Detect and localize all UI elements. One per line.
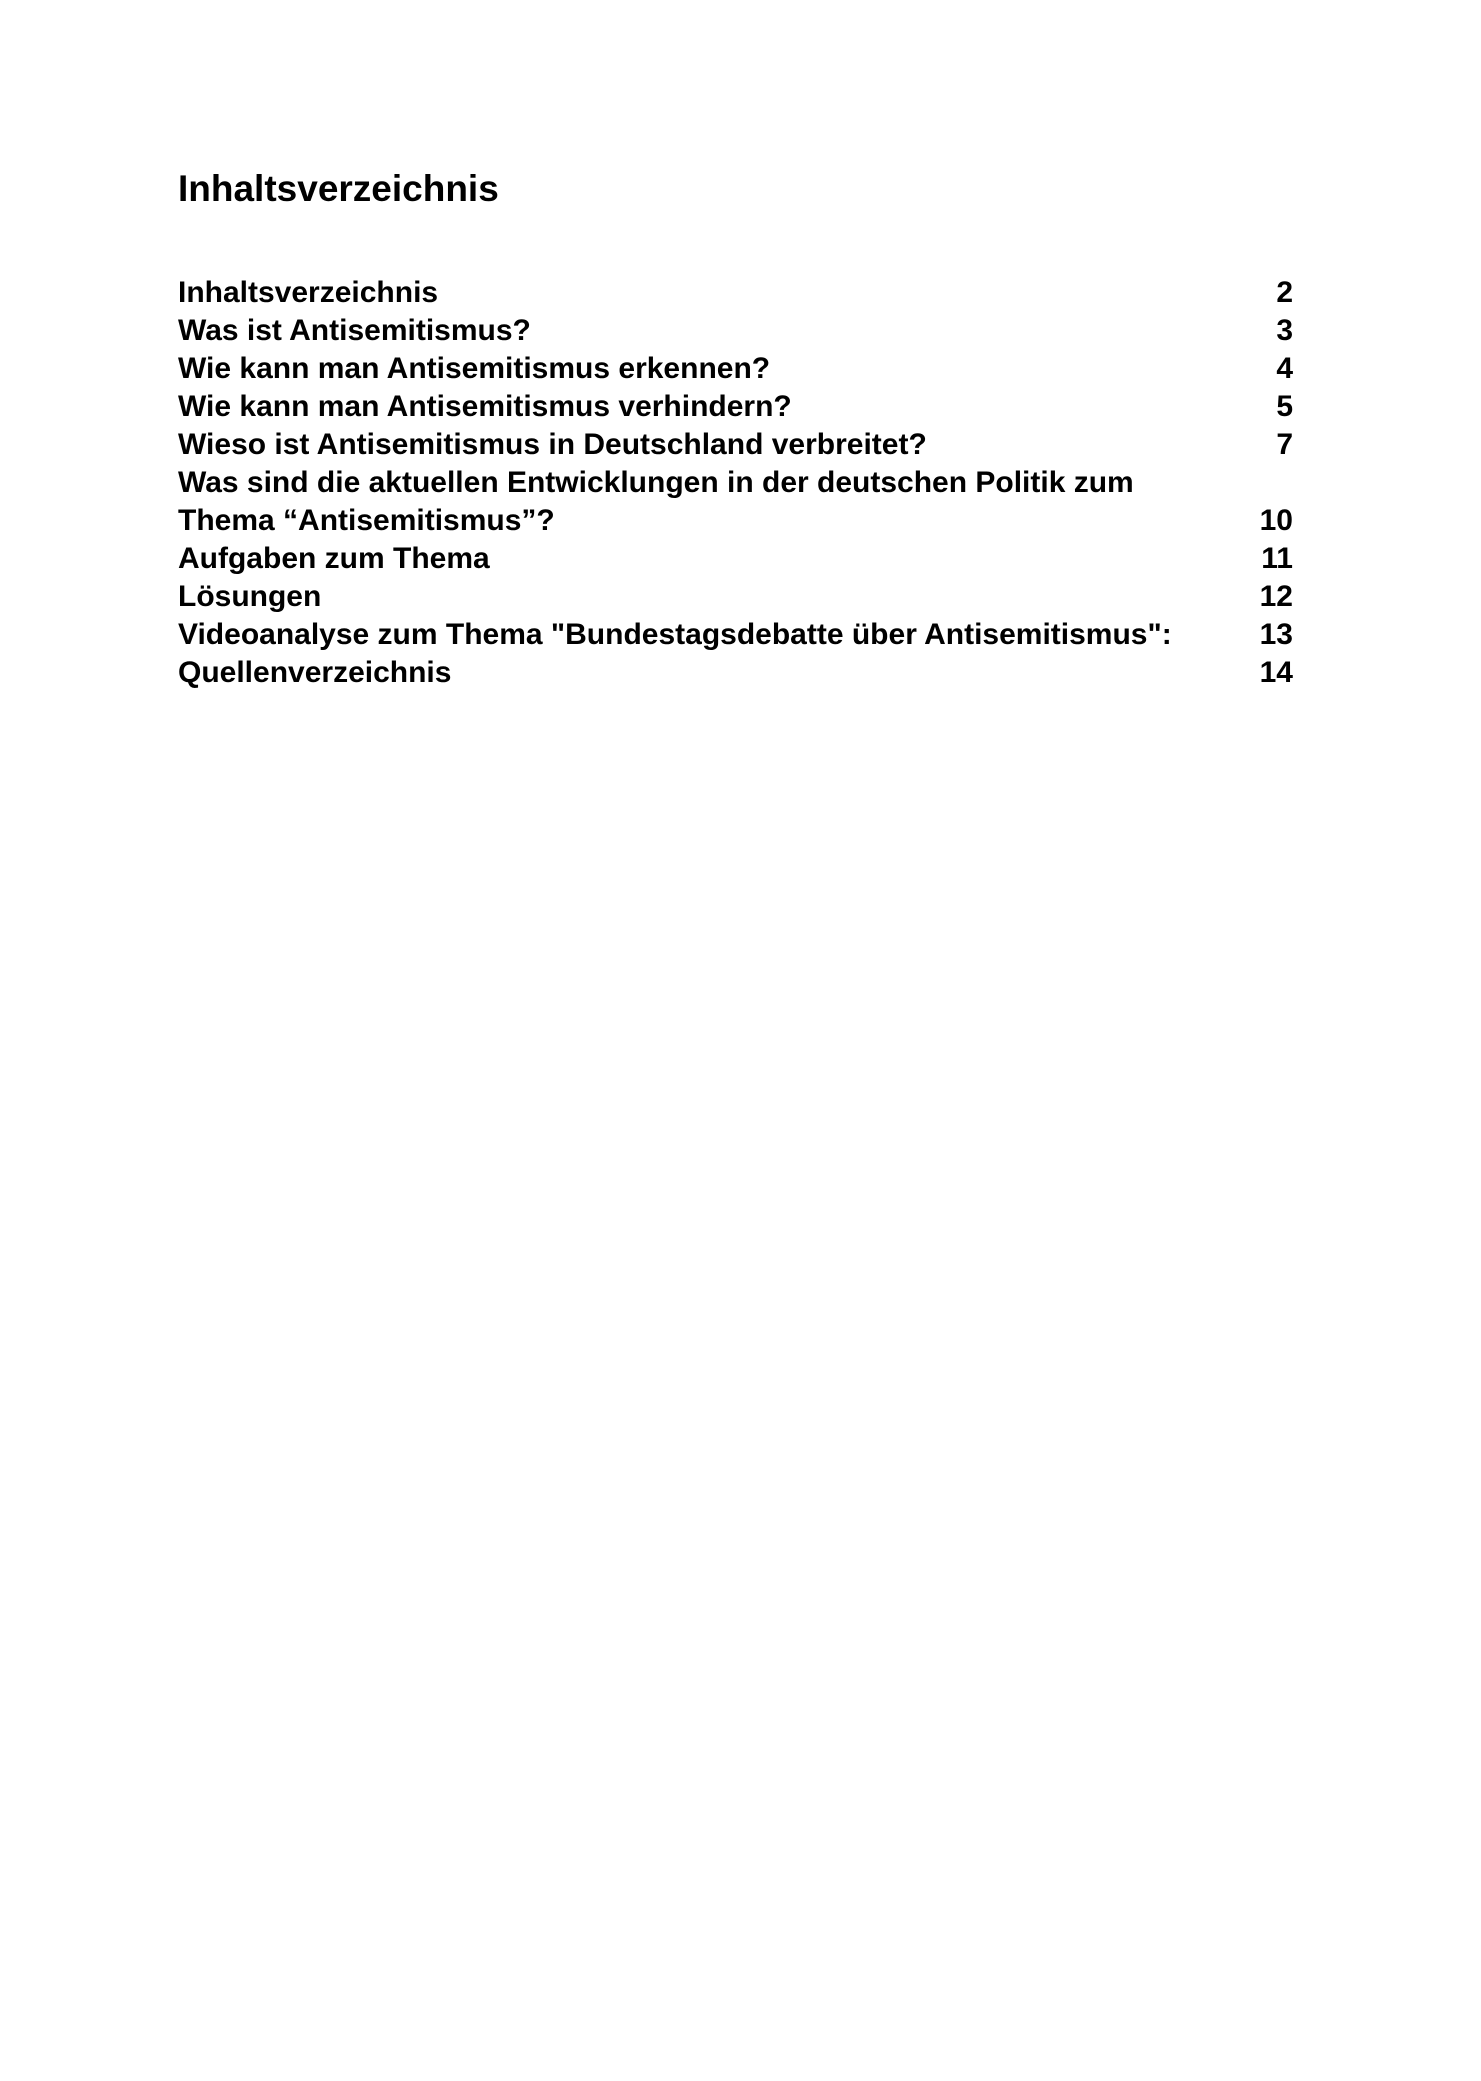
toc-entry-label: Inhaltsverzeichnis — [178, 276, 439, 310]
toc-entry-page-number: 13 — [1259, 618, 1293, 652]
toc-entry-page-number: 10 — [1259, 504, 1293, 538]
toc-entry[interactable] — [178, 388, 1293, 426]
toc-entry-page-number: 11 — [1261, 542, 1293, 576]
toc-entry[interactable] — [178, 654, 1293, 692]
document-page — [0, 167, 1481, 2081]
toc-entry-label: Was ist Antisemitismus? — [178, 314, 531, 348]
toc-entry-page-number: 5 — [1276, 390, 1293, 424]
toc-entry[interactable] — [178, 426, 1293, 464]
toc-entry-page-number: 2 — [1276, 276, 1293, 310]
toc-entry-page-number: 7 — [1276, 428, 1293, 462]
toc-entry-label: Quellenverzeichnis — [178, 656, 452, 690]
toc-entry[interactable] — [178, 540, 1293, 578]
toc-entry[interactable] — [178, 274, 1293, 312]
toc-entry-page-number: 12 — [1259, 580, 1293, 614]
toc-entry-label: Wie kann man Antisemitismus erkennen? — [178, 352, 771, 386]
toc-entry-label: Wie kann man Antisemitismus verhindern? — [178, 390, 792, 424]
toc-entry[interactable] — [178, 350, 1293, 388]
toc-entry-label: Lösungen — [178, 580, 322, 614]
table-of-contents — [178, 274, 1293, 692]
toc-entry[interactable] — [178, 312, 1293, 350]
toc-entry-label: Aufgaben zum Thema — [178, 542, 490, 576]
page-content — [0, 167, 1481, 692]
toc-entry-page-number: 3 — [1276, 314, 1293, 348]
toc-entry[interactable] — [178, 464, 1293, 540]
toc-entry-page-number: 4 — [1276, 352, 1293, 386]
toc-entry-label: Wieso ist Antisemitismus in Deutschland verbreitet? — [178, 428, 927, 462]
toc-entry-label: Videoanalyse zum Thema "Bundestagsdebatte über Antisemitismus": — [178, 618, 1172, 652]
toc-entry[interactable] — [178, 578, 1293, 616]
toc-entry-page-number: 14 — [1259, 656, 1293, 690]
toc-entry[interactable] — [178, 616, 1293, 654]
toc-entry-label: Was sind die aktuellen Entwicklungen in der deutschen Politik zum Thema “Antisemitismus”? — [178, 466, 1134, 538]
page-title: Inhaltsverzeichnis — [178, 168, 499, 209]
